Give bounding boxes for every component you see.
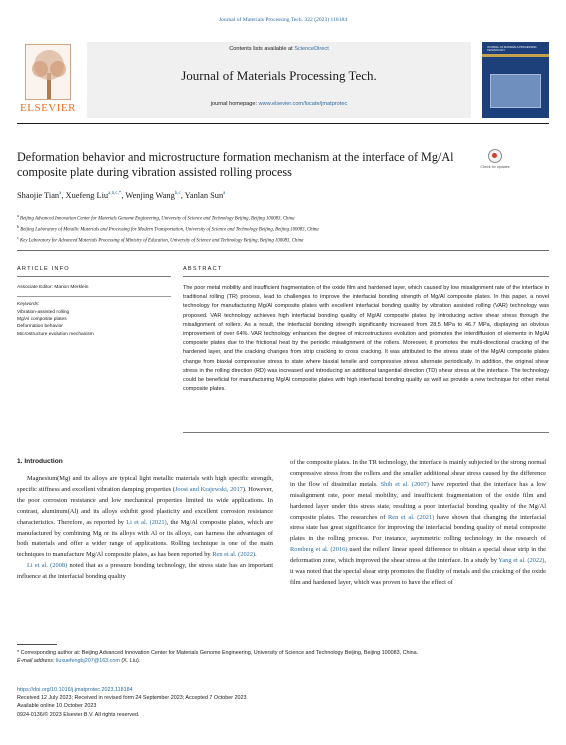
journal-cover-thumbnail[interactable]	[482, 42, 549, 118]
citation-link[interactable]: Ren et al. (2022)	[212, 551, 256, 559]
header-rule	[17, 123, 549, 124]
affiliation-key: c	[17, 234, 19, 240]
homepage-prefix: journal homepage:	[210, 101, 259, 107]
author-name[interactable]: Wenjing Wang	[125, 191, 175, 200]
associate-editor: Associate Editor: Marion Merklein	[17, 285, 89, 290]
abstract-rule-bottom	[183, 432, 549, 433]
affiliation-item	[17, 234, 537, 245]
available-online: Available online 10 October 2023	[17, 703, 97, 710]
keywords-heading: Keywords:	[17, 302, 40, 307]
keywords-list	[17, 309, 171, 338]
keyword-item: Microstructure evolution mechanism	[17, 331, 94, 337]
citation-link[interactable]: Yang et al. (2022)	[498, 557, 545, 565]
citation-link[interactable]: Romberg et al. (2016)	[290, 546, 348, 554]
author-name[interactable]: Yanlan Sun	[184, 191, 224, 200]
citation-link[interactable]: Ren et al. (2021)	[388, 513, 435, 521]
affiliation-item	[17, 212, 537, 223]
intro-text: , the Mg/Al composite plates, which are manufactured by combining Mg or its alloys with Al or its alloys, can harness the advantages of both materials and offer a wider range of applications. Rolling technique is one of the main techniques to manufacture Mg/Al composite plates, as has been reported by	[17, 518, 273, 559]
author-affiliation-marker[interactable]: a	[223, 191, 226, 197]
footnote-text: * Corresponding author at: Beijing Advanced Innovation Center for Materials Genome Engineering, University of Science and Technology Beijing, Beijing 100083, China.	[17, 650, 419, 656]
abstract-rule-top	[183, 276, 549, 277]
intro-text: have shown that changing the interfacial stress state has great significance for improving the interfacial bonding quality of metal composite plates in the rolling process. For instance, asymmetric rolling technology in the research of	[290, 513, 546, 543]
received-dates: Received 12 July 2023; Received in revised form 24 September 2023; Accepted 7 October 2023	[17, 695, 247, 702]
cover-title: JOURNAL OF MATERIALS PROCESSING TECHNOLOGY	[487, 46, 537, 52]
doi-link[interactable]: https://doi.org/10.1016/j.jmatprotec.2023.118184	[17, 687, 133, 693]
abstract-label: ABSTRACT	[183, 266, 223, 272]
email-label: E-mail address:	[17, 658, 56, 665]
check-for-updates-button[interactable]	[480, 149, 510, 179]
affiliation-key: b	[17, 223, 19, 229]
elsevier-tree-icon	[25, 44, 71, 100]
footnote-email-line	[17, 657, 549, 665]
intro-text: , it was noted that the special shear strip promotes the fluidity of metals and the cracking of the oxide film and hardened layer, which was proven to have the effect of	[290, 557, 547, 586]
corresponding-author-footnote	[17, 649, 549, 665]
sciencedirect-link[interactable]: ScienceDirect	[294, 46, 329, 52]
article-info-rule	[17, 276, 171, 277]
journal-title: Journal of Materials Processing Tech.	[181, 68, 377, 83]
affiliation-list	[17, 212, 537, 244]
header-masthead	[87, 42, 471, 118]
keyword-item: Vibration-assisted rolling	[17, 310, 70, 315]
elsevier-wordmark: ELSEVIER	[20, 102, 76, 114]
intro-text: ). However, the poor corrosion resistance and low mechanical properties limited its wide applications. In contrast, aluminum(Al) and its alloys exhibit good plasticity and excellent corrosion resistance characteristics. Therefore, as reported by	[17, 485, 274, 526]
check-updates-icon	[488, 149, 502, 163]
affiliation-text: Beijing Laboratory of Metallic Materials and Processing for Modern Transportation, University of Science and Technology Beijing, Beijing 100083, China	[20, 227, 319, 233]
homepage-link[interactable]: www.elsevier.com/locate/jmatprotec	[258, 101, 348, 107]
affiliation-item	[17, 223, 537, 234]
intro-text: have reported that the interface has a low misalignment rate, poor metal mobility, and insufficient fragmentation of the oxide film and hardened layer under this stress state, resulting a poor interfacial bonding quality of the Mg/Al composite plates. The researches of	[290, 480, 546, 521]
intro-paragraph-2	[17, 561, 273, 583]
citation-link[interactable]: Li et al. (2008)	[27, 562, 68, 570]
affiliation-text: Key Laboratory for Advanced Materials Processing of Ministry of Education, University of Science and Technology Beijing, Beijing 100083, China	[19, 238, 304, 244]
affiliation-key: a	[17, 213, 19, 218]
intro-text: used the rollers' linear speed difference to obtain a special shear strip in the deformation zone, which improved the shear stress at the interface. In a study by	[290, 546, 546, 565]
contents-prefix: Contents lists available at	[229, 46, 295, 52]
citation-link[interactable]: Li et al. (2021)	[126, 518, 167, 526]
publication-details	[17, 686, 549, 719]
elsevier-logo[interactable]	[17, 42, 79, 116]
author-name[interactable]: Xuefeng Liu	[65, 191, 109, 200]
homepage-line	[87, 101, 471, 107]
keyword-item: Mg/Al composite plates	[17, 317, 67, 323]
intro-text: .	[255, 551, 257, 559]
check-updates-label: Check for updates	[480, 165, 510, 169]
author-affiliation-marker[interactable]: b,c	[174, 191, 181, 197]
footnote-rule	[17, 644, 57, 645]
article-title: Deformation behavior and microstructure formation mechanism at the interface of Mg/Al composite plate during vibration assisted rolling process	[17, 150, 454, 180]
affiliation-text: Beijing Advanced Innovation Center for Materials Genome Engineering, University of Science and Technology Beijing, Beijing 100083, China	[19, 216, 295, 222]
author-list: Shaojie Tian$^a$, Xuefeng Liu$^{a,b,c,*}$, Wenjing Wang$^{b,c}$, Yanlan Sun$^a$	[17, 191, 226, 200]
journal-header	[17, 42, 549, 118]
intro-text: noted that as a pressure bonding technology, the stress state has an important influence at the interfacial bonding quality	[17, 562, 273, 581]
article-info-label: ARTICLE INFO	[17, 266, 70, 272]
intro-text: Magnesium(Mg) and its alloys are typical light metallic materials with high specific strength, specific stiffness and excellent vibration damping properties (	[17, 475, 273, 493]
intro-text: of the composite plates. In the TR technology, the interface is mainly subjected to the strong normal compressive stress from the rollers and the smaller additional shear stress caused by the difference in the flow of dissimilar metals.	[290, 459, 546, 488]
abstract-text: The poor metal mobility and insufficient fragmentation of the oxide film and hardened layer, which caused by low misalignment rate of the interface in traditional rolling (TR) process, lead to challenges to improve the interfacial bonding strength of Mg/Al composite plates. In this paper, a novel technology for manufacturing Mg/Al composite plates with excellent interfacial bonding quality by vibration assisted rolling (VAR) technology was proposed. VAR technology achieves high interfacial bonding quality of Mg/Al composite plates by introducing active shear stress through the misalignment of rollers. As a result, the interfacial bonding strength significantly increased from 28.5 MPa to 46.7 MPa, displaying an obvious improvement of over 64%. VAR technology enhances the degree of microstructures evolution and promotes the interdiffusion of elements in Mg/Al composite plates due to the frictional heat by the periodic misalignment of the rollers. Moreover, it promotes the multi-directional cracking of the hardened layer, and the cracking changes from strip cracking to cross cracking. It was attributed to the stress state of the Mg/Al composite plates change from biaxial compressive stress to state where biaxial tensile and compressive stress alternate periodically. In addition, the original shear stress in the rolling direction (RD) was increased and introducing an additional tangential direction (TD) shear stress at the interface. The technology could be beneficial for manufacturing Mg/Al composite plates with high interfacial bonding quality as well as provide a new technique for other metal composite plates.	[183, 285, 549, 393]
copyright-line: 0924-0136/© 2023 Elsevier B.V. All rights reserved.	[17, 711, 140, 718]
affiliation-rule	[17, 250, 549, 251]
author-affiliation-marker[interactable]: a	[59, 191, 62, 197]
citation-link[interactable]: Joost and Krajewski, 2017	[174, 485, 243, 493]
introduction-heading: 1. Introduction	[17, 458, 63, 465]
article-info-divider	[17, 296, 171, 297]
cover-image	[490, 74, 541, 108]
cover-band	[482, 54, 549, 57]
contents-line	[87, 46, 471, 52]
body-column-right	[290, 458, 546, 589]
intro-paragraph-1	[17, 474, 273, 561]
email-link[interactable]: liuxuefengbj207@163.com	[55, 658, 120, 665]
email-suffix: (X. Liu).	[119, 658, 141, 665]
journal-reference[interactable]: Journal of Materials Processing Tech. 322 (2023) 118184	[218, 17, 348, 23]
keyword-item: Deformation behavior	[17, 324, 63, 330]
intro-paragraph-3	[290, 458, 546, 589]
citation-link[interactable]: Shih et al. (2007)	[380, 480, 429, 488]
author-name[interactable]: Shaojie Tian	[17, 191, 60, 200]
body-column-left	[17, 458, 273, 583]
author-affiliation-marker[interactable]: a,b,c,*	[108, 191, 122, 197]
